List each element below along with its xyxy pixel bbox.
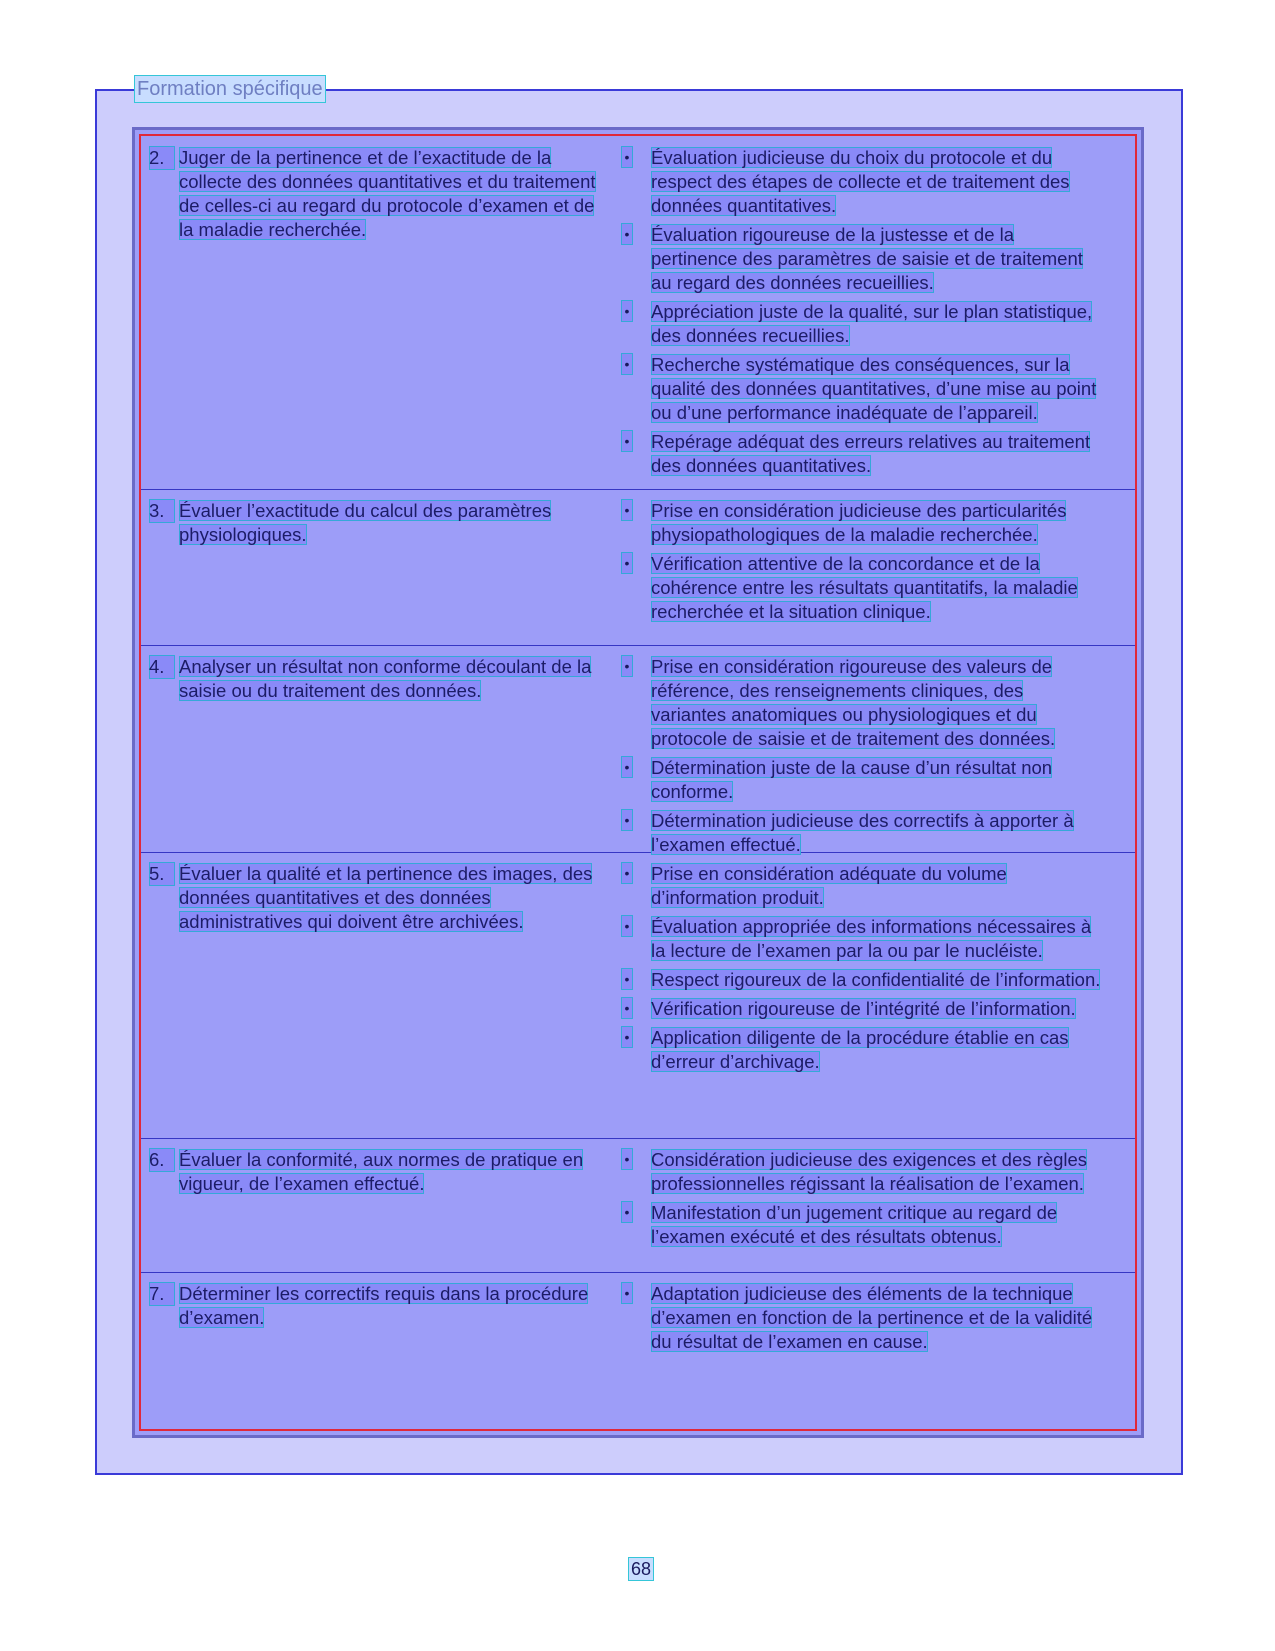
indicator-text: Évaluation appropriée des informations nécessaires à la lecture de l’examen par la ou par le nucléiste.	[651, 916, 1092, 961]
list-item	[621, 146, 1101, 218]
criteria-table-body	[139, 134, 1137, 1431]
indicator-text: Évaluation rigoureuse de la justesse et de la pertinence des paramètres de saisie et de traitement au regard des données recueillies.	[651, 224, 1083, 293]
criterion-text: Évaluer l’exactitude du calcul des paramètres physiologiques.	[179, 500, 552, 545]
table-row	[141, 645, 1135, 853]
indicator-text: Recherche systématique des conséquences, sur la qualité des données quantitatives, d’une mise au point ou d’une performance inadéquate de l’appareil.	[651, 354, 1097, 423]
bullet-icon: •	[621, 997, 633, 1019]
indicator-text: Manifestation d’un jugement critique au regard de l’examen exécuté et des résultats obtenus.	[651, 1202, 1058, 1247]
indicator-text: Prise en considération judicieuse des particularités physiopathologiques de la maladie recherchée.	[651, 500, 1067, 545]
criteria-table	[132, 127, 1144, 1438]
list-item	[621, 430, 1101, 478]
indicator-text: Évaluation judicieuse du choix du protocole et du respect des étapes de collecte et de traitement des données quantitatives.	[651, 147, 1070, 216]
list-item	[621, 756, 1101, 804]
bullet-icon: •	[621, 146, 633, 168]
bullet-icon: •	[621, 1148, 633, 1170]
bullet-icon: •	[621, 756, 633, 778]
list-item	[621, 655, 1101, 751]
bullet-icon: •	[621, 430, 633, 452]
criterion-text: Évaluer la conformité, aux normes de pratique en vigueur, de l’examen effectué.	[179, 1149, 584, 1194]
table-row	[141, 489, 1135, 646]
indicator-list	[621, 1148, 1101, 1254]
list-item	[621, 915, 1101, 963]
list-item	[621, 862, 1101, 910]
list-item	[621, 300, 1101, 348]
bullet-icon: •	[621, 223, 633, 245]
page-number: 68	[628, 1557, 654, 1581]
bullet-icon: •	[621, 809, 633, 831]
indicator-text: Considération judicieuse des exigences et des règles professionnelles régissant la réalisation de l’examen.	[651, 1149, 1088, 1194]
table-row	[141, 1138, 1135, 1273]
list-item	[621, 499, 1101, 547]
criterion-number: 5.	[149, 862, 175, 886]
list-item	[621, 1148, 1101, 1196]
criterion-text: Analyser un résultat non conforme découlant de la saisie ou du traitement des données.	[179, 656, 592, 701]
bullet-icon: •	[621, 1201, 633, 1223]
indicator-text: Prise en considération rigoureuse des valeurs de référence, des renseignements cliniques, des variantes anatomiques ou physiologiques et du protocole de saisie et de traitement des données.	[651, 656, 1056, 749]
bullet-icon: •	[621, 499, 633, 521]
criterion-number: 6.	[149, 1148, 175, 1172]
bullet-icon: •	[621, 300, 633, 322]
criterion-text: Évaluer la qualité et la pertinence des images, des données quantitatives et des données administratives qui doivent être archivées.	[179, 863, 593, 932]
bullet-icon: •	[621, 862, 633, 884]
table-row	[141, 1272, 1135, 1438]
criterion-number: 3.	[149, 499, 175, 523]
table-row	[141, 136, 1135, 490]
list-item	[621, 809, 1101, 857]
indicator-text: Repérage adéquat des erreurs relatives au traitement des données quantitatives.	[651, 431, 1091, 476]
indicator-list	[621, 499, 1101, 629]
indicator-text: Détermination juste de la cause d’un résultat non conforme.	[651, 757, 1053, 802]
list-item	[621, 997, 1101, 1021]
bullet-icon: •	[621, 915, 633, 937]
table-row	[141, 852, 1135, 1139]
bullet-icon: •	[621, 552, 633, 574]
indicator-list	[621, 862, 1101, 1079]
list-item	[621, 1026, 1101, 1074]
list-item	[621, 1282, 1101, 1354]
section-title: Formation spécifique	[134, 75, 326, 103]
indicator-list	[621, 1282, 1101, 1359]
indicator-text: Détermination judicieuse des correctifs à apporter à l’examen effectué.	[651, 810, 1074, 855]
bullet-icon: •	[621, 655, 633, 677]
list-item	[621, 968, 1101, 992]
indicator-list	[621, 146, 1101, 483]
indicator-text: Prise en considération adéquate du volume d’information produit.	[651, 863, 1007, 908]
list-item	[621, 552, 1101, 624]
list-item	[621, 223, 1101, 295]
indicator-list	[621, 655, 1101, 862]
bullet-icon: •	[621, 968, 633, 990]
indicator-text: Respect rigoureux de la confidentialité de l’information.	[651, 969, 1101, 990]
list-item	[621, 353, 1101, 425]
indicator-text: Application diligente de la procédure établie en cas d’erreur d’archivage.	[651, 1027, 1069, 1072]
indicator-text: Vérification attentive de la concordance et de la cohérence entre les résultats quantitatifs, la maladie recherchée et la situation clinique.	[651, 553, 1078, 622]
indicator-text: Vérification rigoureuse de l’intégrité de l’information.	[651, 998, 1076, 1019]
criterion-text: Déterminer les correctifs requis dans la procédure d’examen.	[179, 1283, 589, 1328]
bullet-icon: •	[621, 1282, 633, 1304]
criterion-number: 7.	[149, 1282, 175, 1306]
list-item	[621, 1201, 1101, 1249]
criterion-text: Juger de la pertinence et de l’exactitude de la collecte des données quantitatives et du traitement de celles-ci au regard du protocole d’examen et de la maladie recherchée.	[179, 147, 596, 240]
criterion-number: 2.	[149, 146, 175, 170]
indicator-text: Appréciation juste de la qualité, sur le plan statistique, des données recueillies.	[651, 301, 1093, 346]
bullet-icon: •	[621, 353, 633, 375]
criterion-number: 4.	[149, 655, 175, 679]
indicator-text: Adaptation judicieuse des éléments de la technique d’examen en fonction de la pertinence et de la validité du résultat de l’examen en cause.	[651, 1283, 1093, 1352]
bullet-icon: •	[621, 1026, 633, 1048]
